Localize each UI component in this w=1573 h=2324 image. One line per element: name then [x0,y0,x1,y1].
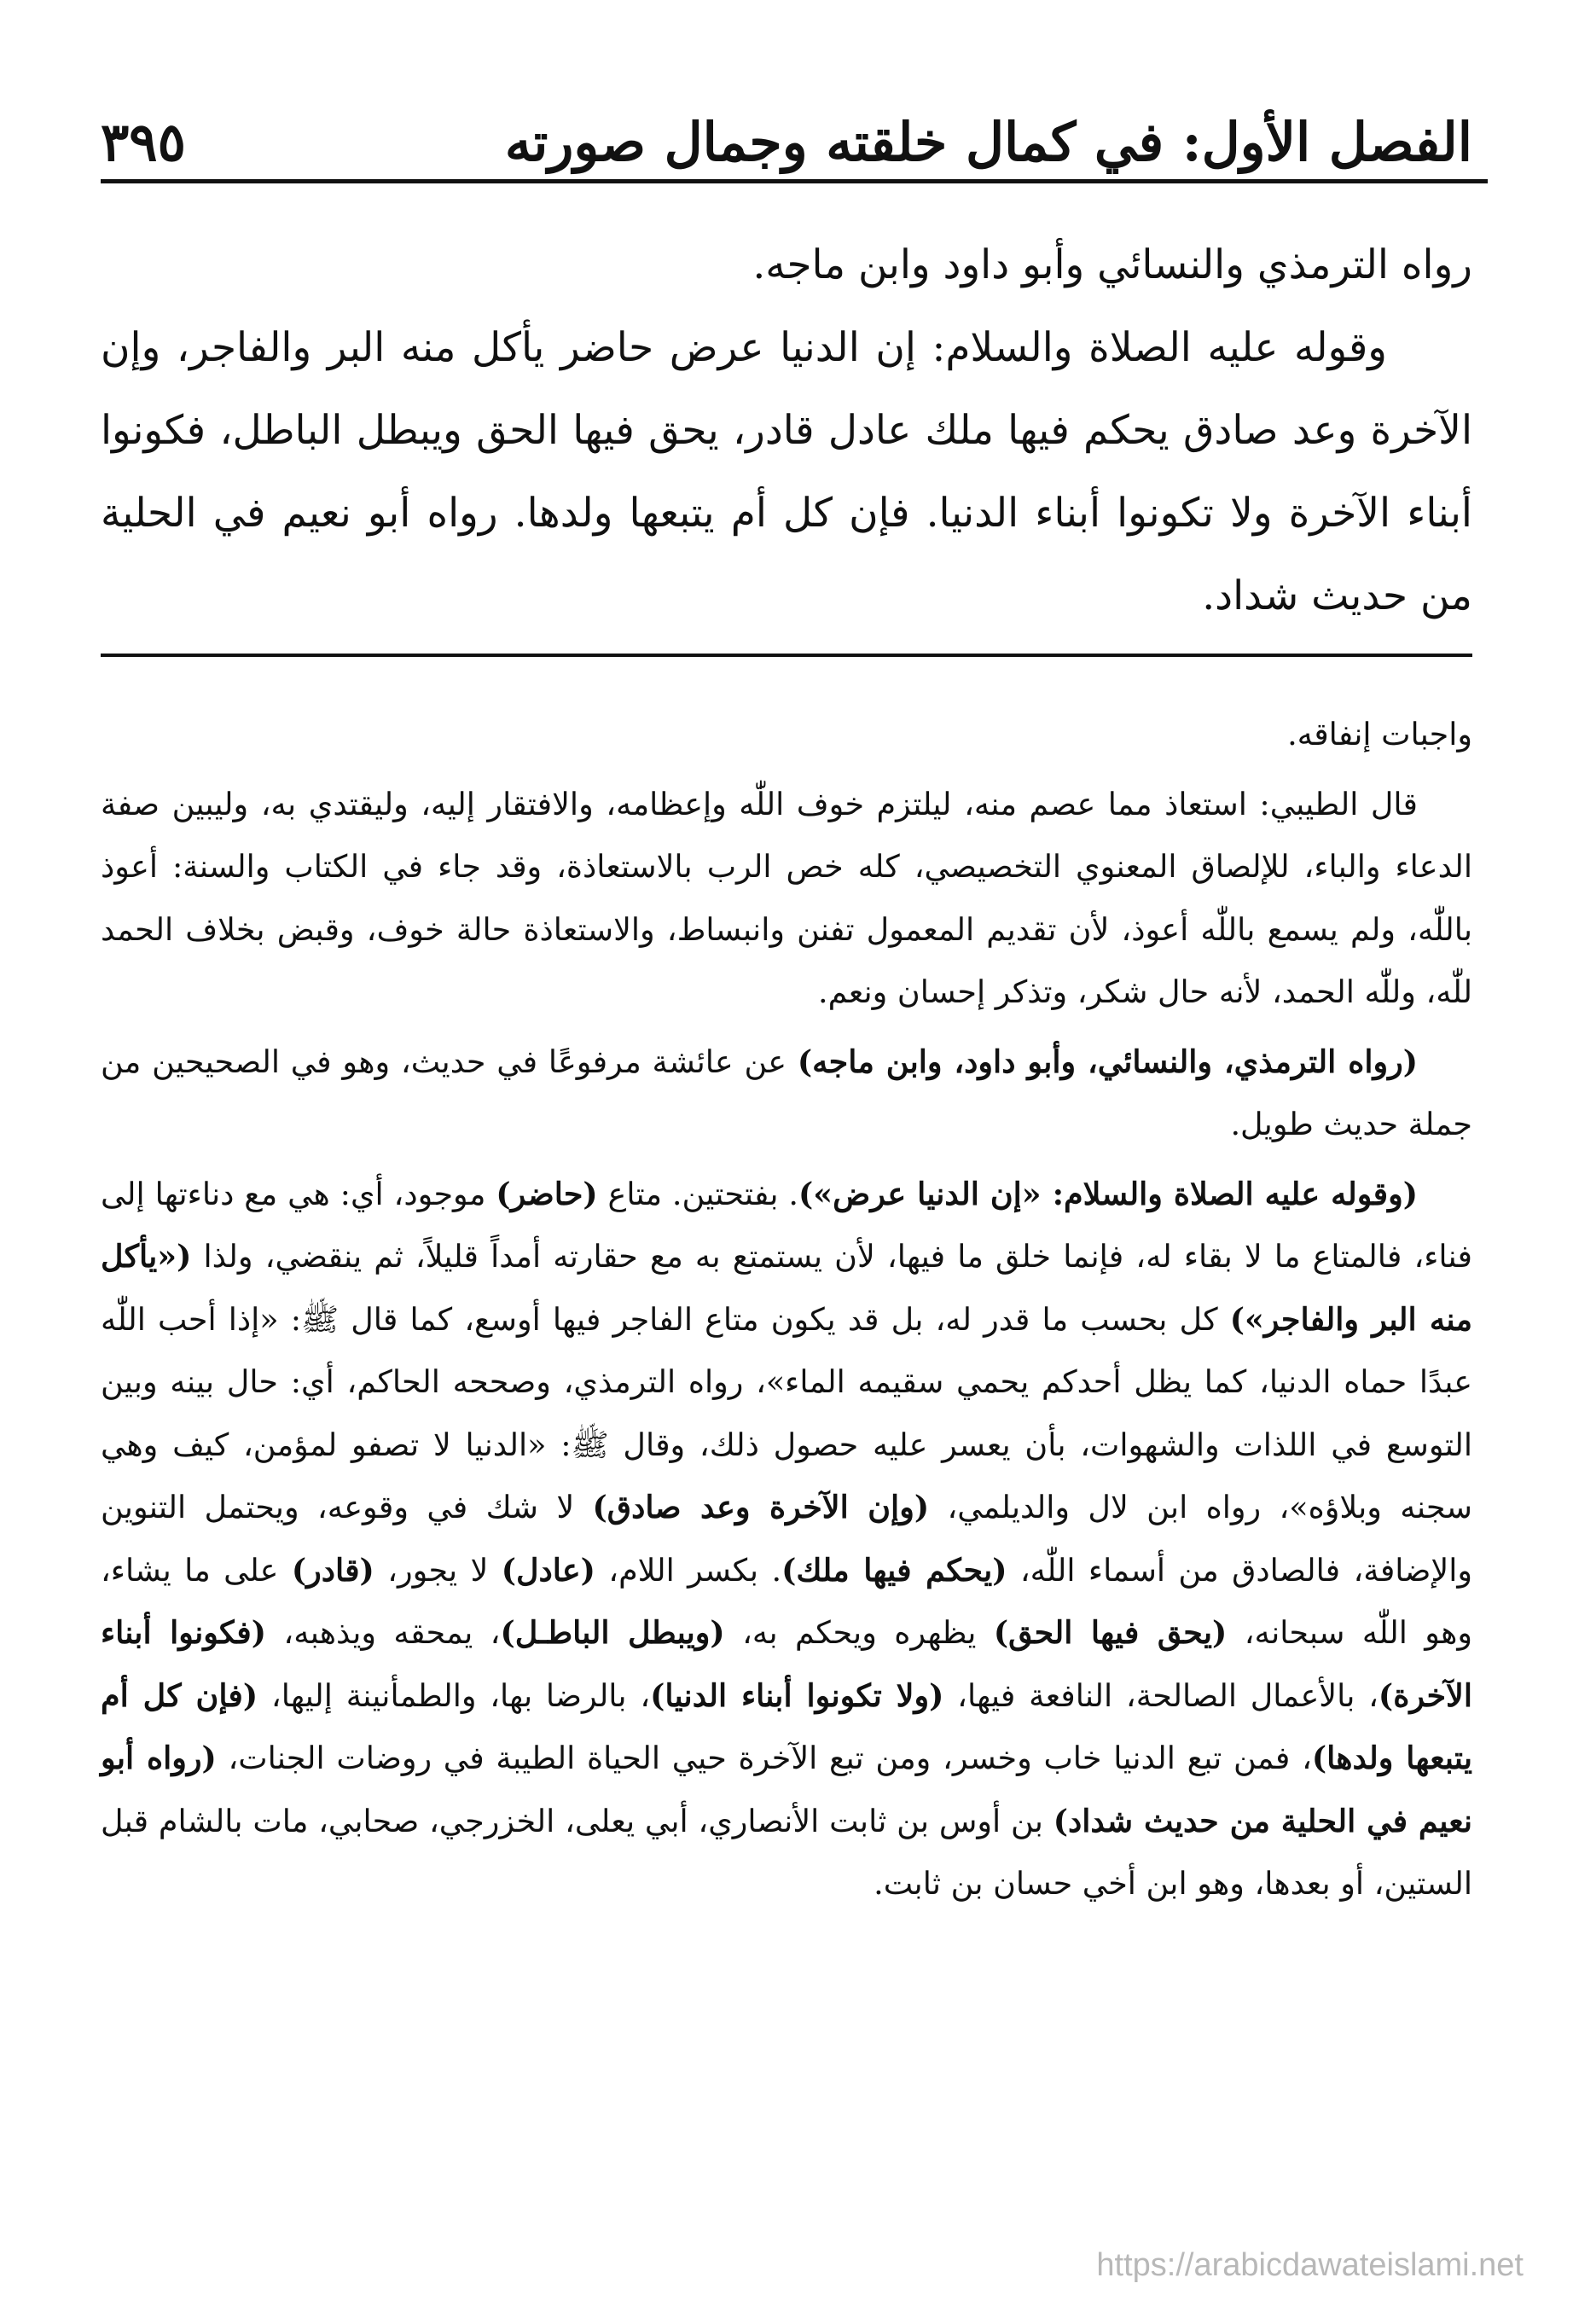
commentary-paragraph [101,1031,1472,1156]
quoted-matn: (ولا تكونوا أبناء الدنيا) [650,1676,944,1714]
quoted-matn: (عادل) [501,1551,595,1589]
quoted-matn: (وقوله عليه الصلاة والسلام: «إن الدنيا عرض») [798,1175,1418,1212]
commentary-text: بن أوس بن ثابت الأنصاري، أبي يعلى، الخزرجي، صحابي، مات بالشام قبل الستين، أو بعدها، وهو ابن أخي حسان بن ثابت. [101,1802,1472,1902]
commentary-text: . بفتحتين. متاع [597,1175,799,1212]
header-rule [101,179,1488,183]
quoted-matn: («يأكل منه البر والفاجر») [101,1238,1472,1338]
quoted-matn: (وإن الآخرة وعد صادق) [592,1489,930,1525]
commentary-text: . بكسر اللام، [595,1551,782,1589]
commentary-paragraph: قال الطيبي: استعاذ مما عصم منه، ليلتزم خوف اللّٰه وإعظامه، والافتقار إليه، وليقتدي به، وليبين صفة الدعاء والباء، للإلصاق المعنوي التخصيصي، كله خص الرب بالاستعاذة، وقد جاء في الكتاب والسنة: أعوذ باللّٰه، ولم يسمع باللّٰه أعوذ، لأن تقديم المعمول تفنن وانبساط، والاستعاذة حالة خوف، وقبض بخلاف الحمد للّٰه، وللّٰه الحمد، لأنه حال شكر، وتذكر إحسان ونعم. [101,785,1472,1010]
commentary-text: ، بالأعمال الصالحة، النافعة فيها، [943,1676,1379,1714]
commentary-text: ، بالرضا بها، والطمأنينة إليها، [258,1676,651,1714]
quoted-matn: (يحكم فيها ملك) [781,1551,1007,1589]
commentary-text: يظهره ويحكم به، [724,1614,994,1651]
matn-paragraph: وقوله عليه الصلاة والسلام: إن الدنيا عرض حاضر يأكل منه البر والفاجر، وإن الآخرة وعد صادق يحكم فيها ملك عادل قادر، يحق فيها الحق ويبطل الباطل، فكونوا أبناء الآخرة ولا تكونوا أبناء الدنيا. فإن كل أم يتبعها ولدها. رواه أبو نعيم في الحلية من حديث شداد. [101,324,1472,619]
quoted-matn: (قادر) [291,1551,374,1589]
commentary-text: لا شك في وقوعه، ويحتمل التنوين والإضافة، فالصادق من أسماء اللّٰه، [101,1489,1472,1589]
commentary-text: كل بحسب ما قدر له، بل قد يكون متاع الفاجر فيها أوسع، كما قال ﷺ: «إذا أحب اللّٰه عبدًا حماه الدنيا، كما يظل أحدكم يحمي سقيمه الماء»، رواه الترمذي، وصححه الحاكم، أي: حال بينه وبين التوسع في اللذات والشهوات، بأن يعسر عليه حصول ذلك، وقال ﷺ: «الدنيا لا تصفو لمؤمن، كيف وهي سجنه وبلاؤه»، رواه ابن لال والديلمي، [101,1300,1472,1525]
quoted-matn: (رواه أبو نعيم في الحلية من حديث شداد) [101,1740,1472,1839]
commentary [101,703,1472,1922]
page-header [101,94,1472,173]
commentary-text: على ما يشاء، وهو اللّٰه سبحانه، [101,1551,1472,1651]
page-number: ٣٩٥ [101,111,186,173]
matn-paragraph: رواه الترمذي والنسائي وأبو داود وابن ماجه. [752,241,1472,288]
commentary-text: لا يجور، [374,1551,502,1589]
commentary-paragraph: واجبات إنفاقه. [1287,716,1472,752]
chapter-title: الفصل الأول: في كمال خلقته وجمال صورته [504,111,1472,173]
commentary-text: ، يمحقه ويذهبه، [266,1614,501,1651]
quoted-matn: (ويبطل الباطـل) [500,1614,725,1651]
quoted-matn: (حاضر) [496,1175,598,1212]
quoted-matn: (فإن كل أم يتبعها ولدها) [101,1676,1472,1776]
main-text [101,224,1472,637]
commentary-text: عن عائشة مرفوعًا في حديث، وهو في الصحيحين من جملة حديث طويل. [101,1043,1472,1142]
separator-rule [101,654,1472,657]
commentary-text: ، فمن تبع الدنيا خاب وخسر، ومن تبع الآخرة حيي الحياة الطيبة في روضات الجنات، [216,1740,1312,1776]
watermark-url: https://arabicdawateislami.net [1096,2247,1524,2283]
quoted-matn: (رواه الترمذي، والنسائي، وأبو داود، وابن ماجه) [797,1043,1418,1080]
commentary-text: موجود، أي: هي مع دناءتها إلى فناء، فالمتاع ما لا بقاء له، فإنما خلق ما فيها، لأن يستمتع به مع حقارته أمداً قليلاً، ثم ينقضي، ولذا [101,1175,1472,1275]
commentary-paragraph [101,1163,1472,1915]
quoted-matn: (يحق فيها الحق) [993,1614,1228,1651]
quoted-matn: (فكونوا أبناء الآخرة) [101,1614,1472,1714]
